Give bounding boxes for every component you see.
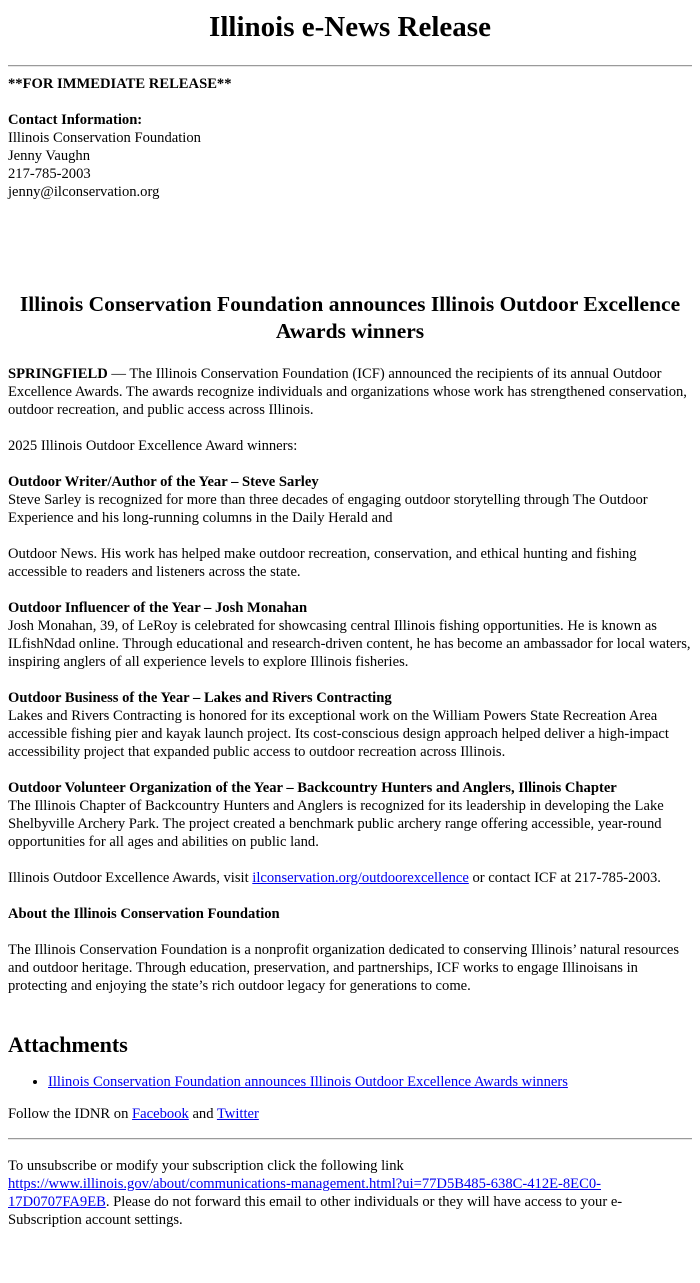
- award-section: [8, 473, 692, 527]
- award-body: The Illinois Chapter of Backcountry Hunters and Anglers is recognized for its leadership in developing the Lake Shelbyville Archery Park. The project created a benchmark public archery range offering accessible, year-round opportunities for all ages and abilities on public land.: [8, 798, 664, 850]
- award-section: [8, 689, 692, 761]
- contact-name: Jenny Vaughn: [8, 148, 91, 164]
- attachment-link[interactable]: Illinois Conservation Foundation announces Illinois Outdoor Excellence Awards winners: [48, 1074, 568, 1090]
- about-heading: About the Illinois Conservation Foundation: [8, 906, 280, 922]
- attachments-list: [8, 1073, 692, 1091]
- page-title: Illinois e-News Release: [209, 11, 491, 43]
- award-body: Josh Monahan, 39, of LeRoy is celebrated for showcasing central Illinois fishing opportunities. He is known as ILfishNdad online. Through educational and research-driven content, he has become an ambassador for local waters, inspiring anglers of all experience levels to explore Illinois fisheries.: [8, 618, 691, 670]
- winners-intro: 2025 Illinois Outdoor Excellence Award winners:: [8, 438, 298, 454]
- visit-prefix: Illinois Outdoor Excellence Awards, visit: [8, 870, 253, 886]
- award-heading: Outdoor Writer/Author of the Year – Steve Sarley: [8, 474, 319, 490]
- follow-line: [8, 1105, 692, 1123]
- outdoor-excellence-link[interactable]: ilconservation.org/outdoorexcellence: [252, 870, 469, 886]
- list-item: [48, 1073, 692, 1091]
- article-intro: [8, 365, 692, 419]
- contact-organization: Illinois Conservation Foundation: [8, 130, 201, 146]
- twitter-link[interactable]: Twitter: [216, 1106, 259, 1122]
- visit-paragraph: [8, 869, 692, 887]
- contact-block: [8, 111, 692, 201]
- article-headline: Illinois Conservation Foundation announces Illinois Outdoor Excellence Awards winners: [19, 292, 681, 343]
- contact-label: Contact Information:: [8, 112, 143, 128]
- unsubscribe-link[interactable]: https://www.illinois.gov/about/communications-management.html?ui=77D5B485-638C-412E-8EC0-17D0707FA9EB: [8, 1176, 601, 1210]
- facebook-link[interactable]: Facebook: [132, 1106, 189, 1122]
- release-label: **FOR IMMEDIATE RELEASE**: [8, 76, 232, 92]
- award-continuation: Outdoor News. His work has helped make outdoor recreation, conservation, and ethical hunting and fishing accessible to readers and listeners across the state.: [8, 546, 637, 580]
- follow-and: and: [188, 1106, 217, 1122]
- award-section: [8, 779, 692, 851]
- attachments-heading: Attachments: [8, 1032, 128, 1057]
- email-body: [0, 12, 700, 1229]
- about-body: The Illinois Conservation Foundation is a nonprofit organization dedicated to conserving Illinois’ natural resources and outdoor heritage. Through education, preservation, and partnerships, ICF works to engage Illinoisans in protecting and enjoying the state’s rich outdoor legacy for generations to come.: [8, 942, 680, 994]
- award-section: [8, 599, 692, 671]
- unsubscribe-paragraph: [8, 1157, 692, 1229]
- award-heading: Outdoor Influencer of the Year – Josh Monahan: [8, 600, 308, 616]
- contact-email: jenny@ilconservation.org: [8, 184, 160, 200]
- intro-text: — The Illinois Conservation Foundation (ICF) announced the recipients of its annual Outdoor Excellence Awards. The awards recognize individuals and organizations whose work has strengthened conservation, outdoor recreation, and public access across Illinois.: [8, 366, 687, 418]
- award-heading: Outdoor Business of the Year – Lakes and Rivers Contracting: [8, 690, 392, 706]
- header-divider: [8, 65, 692, 67]
- follow-prefix: Follow the IDNR on: [8, 1106, 133, 1122]
- unsubscribe-text: To unsubscribe or modify your subscription click the following link: [8, 1158, 404, 1174]
- award-body: Steve Sarley is recognized for more than three decades of engaging outdoor storytelling through The Outdoor Experience and his long-running columns in the Daily Herald and: [8, 492, 648, 526]
- unsubscribe-suffix: . Please do not forward this email to other individuals or they will have access to your e-Subscription account settings.: [8, 1194, 623, 1228]
- footer-divider: [8, 1138, 692, 1140]
- contact-phone: 217-785-2003: [8, 166, 91, 182]
- visit-suffix: or contact ICF at 217-785-2003.: [468, 870, 661, 886]
- award-heading: Outdoor Volunteer Organization of the Year – Backcountry Hunters and Anglers, Illinois Chapter: [8, 780, 617, 796]
- dateline: SPRINGFIELD: [8, 366, 108, 382]
- award-body: Lakes and Rivers Contracting is honored for its exceptional work on the William Powers State Recreation Area accessible fishing pier and kayak launch project. Its cost-conscious design approach helped deliver a high-impact accessibility project that expanded public access to outdoor recreation across Illinois.: [8, 708, 669, 760]
